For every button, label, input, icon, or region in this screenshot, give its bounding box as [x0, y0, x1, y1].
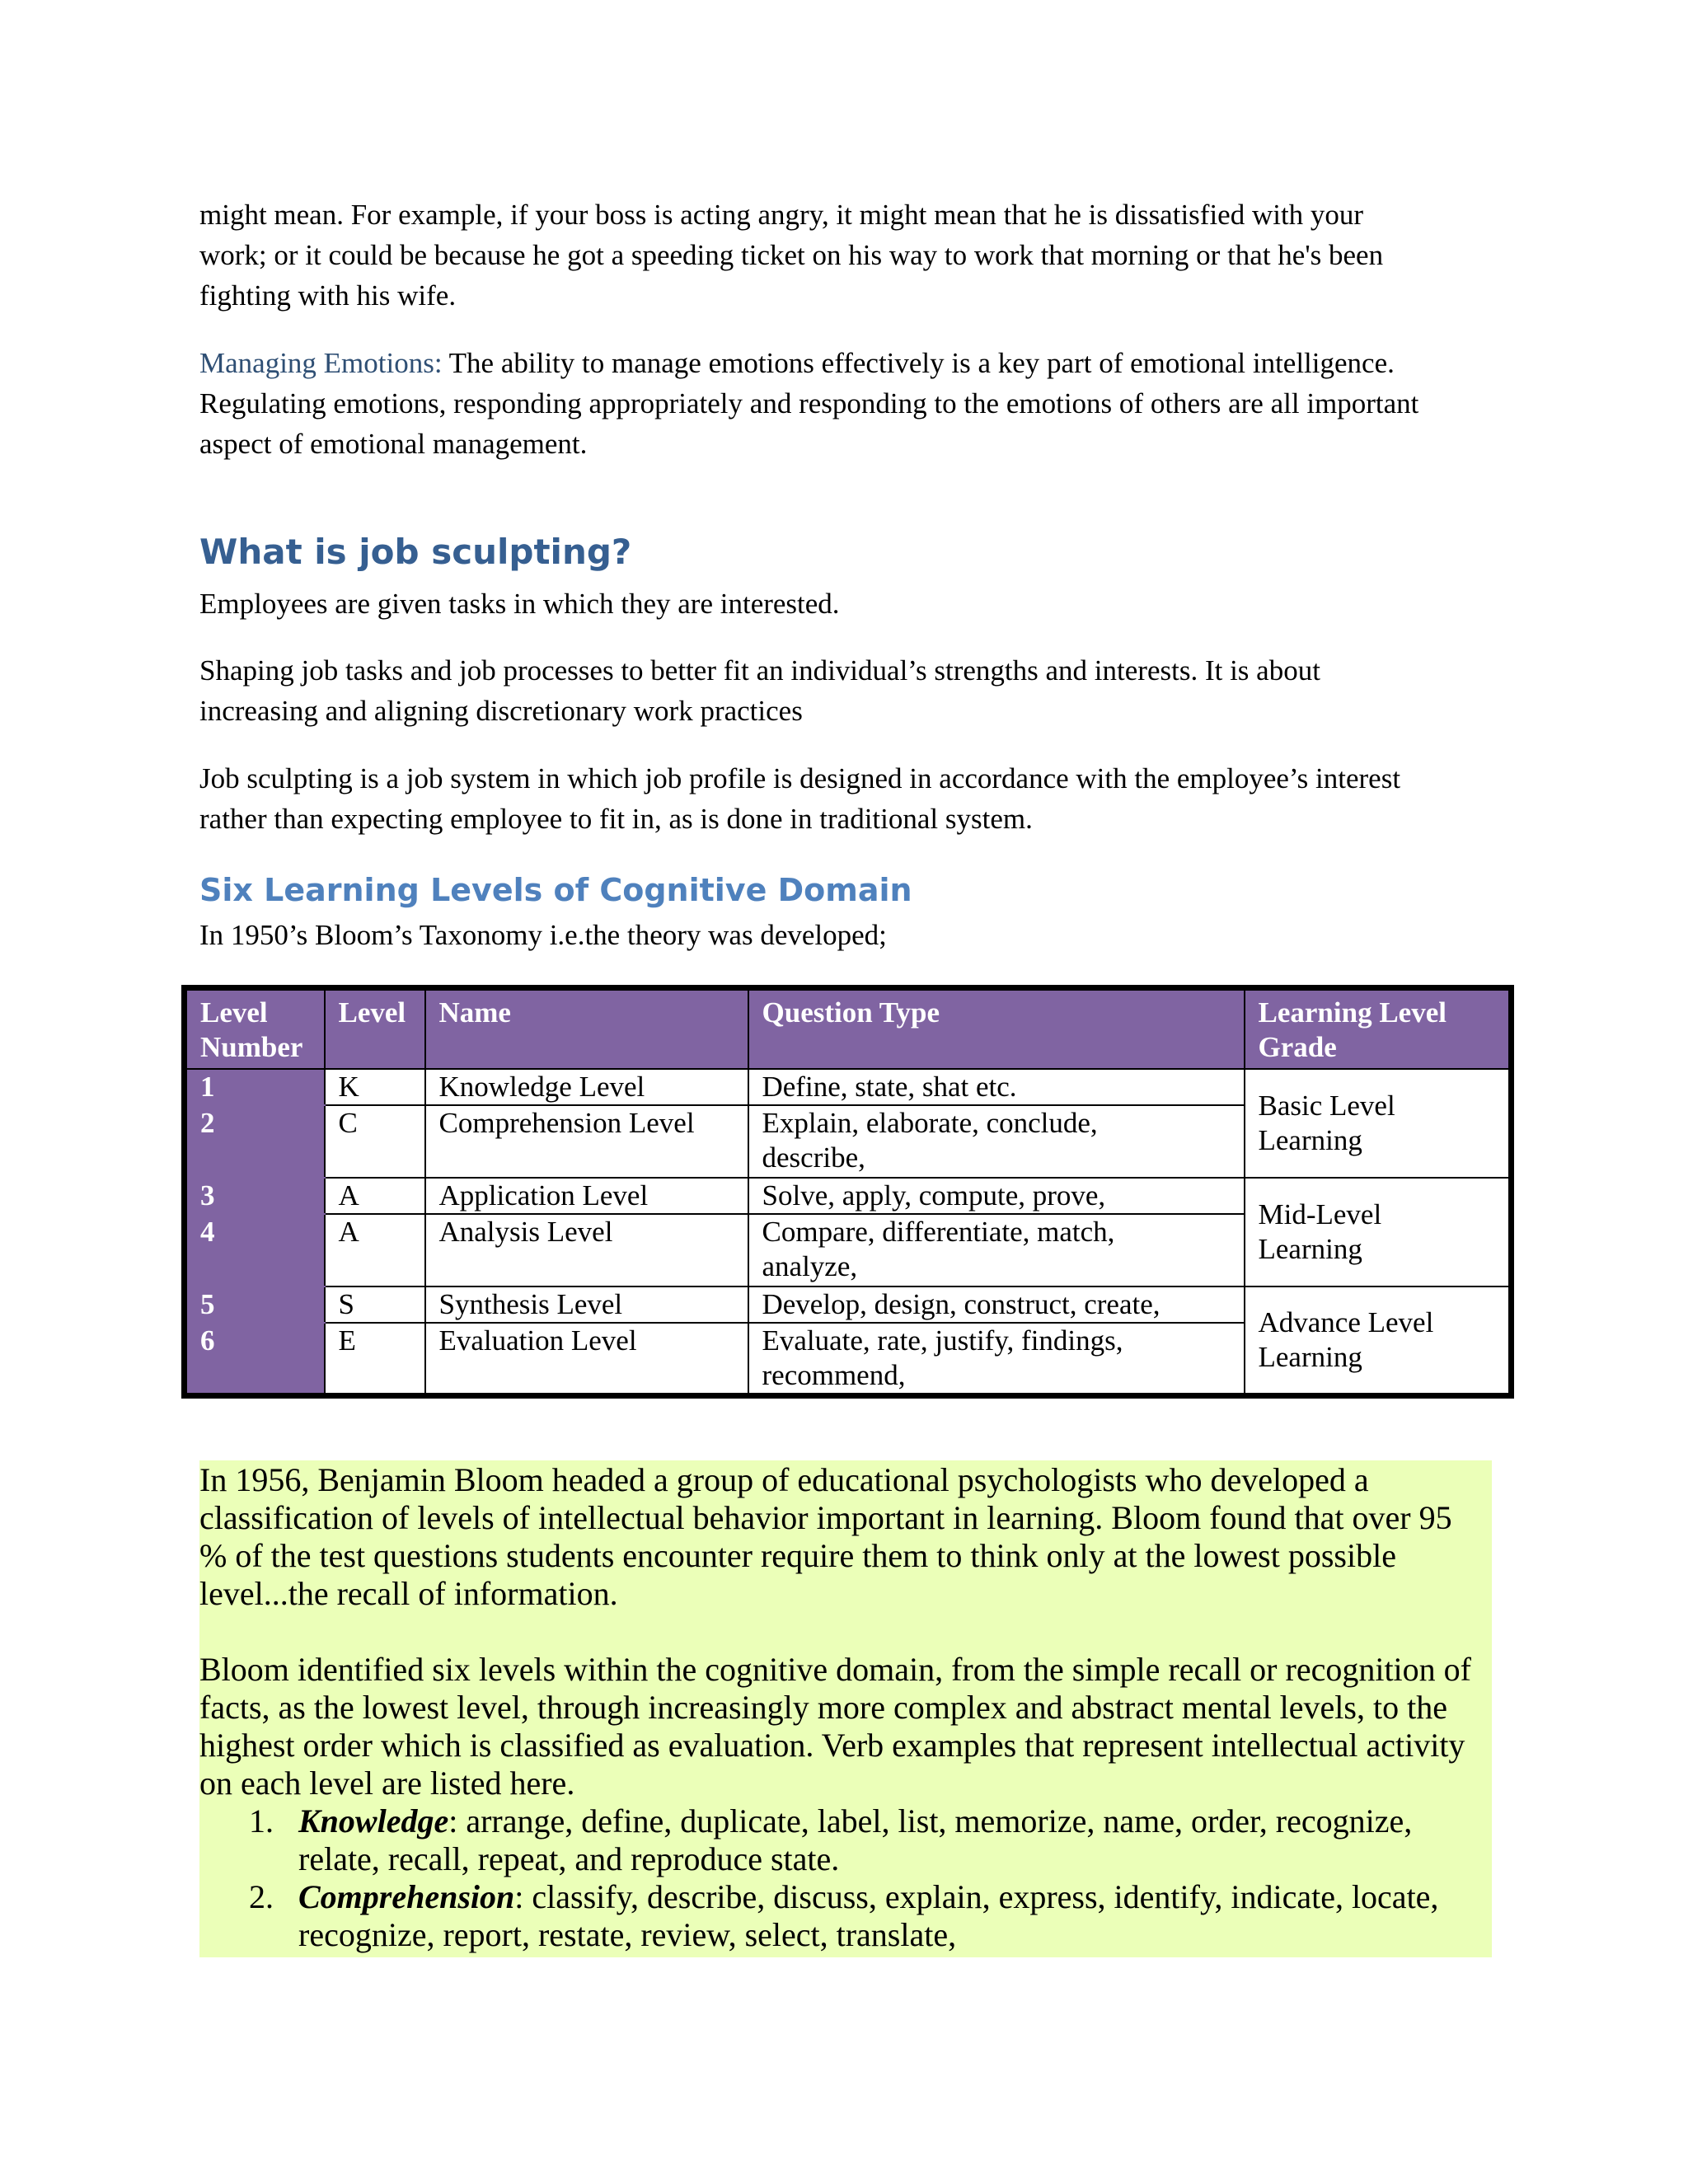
level-name-cell: Synthesis Level — [425, 1286, 748, 1323]
job-sculpting-p3-line-2: rather than expecting employee to fit in, as is done in traditional system. — [199, 803, 1033, 835]
question-type-line-1: Compare, differentiate, match, — [762, 1216, 1115, 1248]
question-type-line-1: Evaluate, rate, justify, findings, — [762, 1324, 1123, 1357]
intro-paragraph — [199, 194, 1502, 316]
question-type-line-2: analyze, — [762, 1250, 858, 1282]
question-type-cell — [748, 1105, 1245, 1178]
level-number-cell: 4 — [185, 1214, 325, 1286]
header-question-type: Question Type — [748, 988, 1245, 1070]
managing-line-3: aspect of emotional management. — [199, 428, 588, 460]
level-name-cell: Comprehension Level — [425, 1105, 748, 1178]
table-row — [185, 1286, 1512, 1323]
managing-emotions-label: Managing Emotions: — [199, 347, 443, 379]
job-sculpting-p2-line-1: Shaping job tasks and job processes to better fit an individual’s strengths and interests. It is about — [199, 654, 1320, 687]
level-number-cell: 5 — [185, 1286, 325, 1323]
job-sculpting-p3 — [199, 758, 1502, 839]
managing-line-1 — [199, 343, 1502, 383]
level-name-cell: Application Level — [425, 1178, 748, 1214]
table-row — [185, 1178, 1512, 1214]
managing-line-1-text: The ability to manage emotions effectively is a key part of emotional intelligence. — [442, 347, 1395, 379]
bloom-history-line-1: In 1956, Benjamin Bloom headed a group of educational psychologists who developed a — [199, 1461, 1369, 1498]
question-type-cell — [748, 1323, 1245, 1396]
managing-line-2: Regulating emotions, responding appropriately and responding to the emotions of others are all important — [199, 387, 1419, 419]
bloom-taxonomy-table — [181, 985, 1514, 1399]
level-code-cell: C — [325, 1105, 425, 1178]
bloom-history-line-4: level...the recall of information. — [199, 1575, 618, 1612]
header-name: Name — [425, 988, 748, 1070]
grade-line-2: Learning — [1258, 1341, 1362, 1373]
intro-line-2: work; or it could be because he got a speeding ticket on his way to work that morning or that he's been — [199, 239, 1384, 271]
learning-grade-cell — [1245, 1286, 1512, 1396]
level-number-cell: 1 — [185, 1069, 325, 1105]
job-sculpting-p2-line-2: increasing and aligning discretionary work practices — [199, 695, 803, 727]
level-number-cell: 2 — [185, 1105, 325, 1178]
header-learning-grade — [1245, 988, 1512, 1070]
learning-grade-cell — [1245, 1178, 1512, 1286]
bloom-history-line-2: classification of levels of intellectual behavior important in learning. Bloom found that over 95 — [199, 1499, 1452, 1536]
job-sculpting-p2 — [199, 650, 1502, 731]
bloom-levels-line-1: Bloom identified six levels within the cognitive domain, from the simple recall or recognition of — [199, 1651, 1471, 1688]
learning-grade-cell — [1245, 1069, 1512, 1178]
level-code-cell: E — [325, 1323, 425, 1396]
managing-emotions-paragraph — [199, 343, 1502, 464]
bloom-history-line-3: % of the test questions students encounter require them to think only at the lowest possible — [199, 1537, 1396, 1574]
bloom-levels-paragraph — [199, 1651, 1518, 1802]
table-header-row — [185, 988, 1512, 1070]
level-name-cell: Analysis Level — [425, 1214, 748, 1286]
bloom-history-paragraph — [199, 1461, 1518, 1613]
grade-line-2: Learning — [1258, 1233, 1362, 1265]
level-number-cell: 6 — [185, 1323, 325, 1396]
question-type-cell: Solve, apply, compute, prove, — [748, 1178, 1245, 1214]
cognitive-intro — [199, 915, 1502, 955]
grade-line-1: Basic Level — [1258, 1090, 1395, 1122]
bloom-levels-line-2: facts, as the lowest level, through increasingly more complex and abstract mental levels, to the — [199, 1689, 1447, 1726]
question-type-cell: Develop, design, construct, create, — [748, 1286, 1245, 1323]
level-code-cell: A — [325, 1214, 425, 1286]
list-item-line-1 — [298, 1878, 1438, 1916]
level-code-cell: S — [325, 1286, 425, 1323]
list-item-term: Knowledge — [298, 1802, 449, 1840]
intro-line-3: fighting with his wife. — [199, 279, 457, 312]
grade-line-2: Learning — [1258, 1124, 1362, 1156]
job-sculpting-heading: What is job sculpting? — [199, 532, 632, 572]
question-type-cell — [748, 1214, 1245, 1286]
list-item-line-1 — [298, 1802, 1412, 1840]
level-number-cell: 3 — [185, 1178, 325, 1214]
list-item-line-2: recognize, report, restate, review, select, translate, — [298, 1916, 957, 1953]
table-row — [185, 1069, 1512, 1105]
list-item-line-2: relate, recall, repeat, and reproduce state. — [298, 1840, 840, 1877]
list-item-text: : arrange, define, duplicate, label, list, memorize, name, order, recognize, — [448, 1802, 1413, 1840]
list-item-text: : classify, describe, discuss, explain, express, identify, indicate, locate, — [514, 1878, 1439, 1915]
job-sculpting-p3-line-1: Job sculpting is a job system in which job profile is designed in accordance with the employee’s interest — [199, 762, 1401, 794]
level-code-cell: K — [325, 1069, 425, 1105]
job-sculpting-p1-line: Employees are given tasks in which they are interested. — [199, 588, 840, 620]
job-sculpting-p1 — [199, 583, 1502, 624]
header-level-number — [185, 988, 325, 1070]
header-grade-line-1: Learning Level — [1258, 996, 1447, 1029]
grade-line-1: Advance Level — [1258, 1306, 1434, 1338]
list-item-number: 1. — [249, 1802, 274, 1840]
grade-line-1: Mid-Level — [1258, 1198, 1382, 1230]
cognitive-intro-line: In 1950’s Bloom’s Taxonomy i.e.the theory was developed; — [199, 919, 887, 951]
list-item-term: Comprehension — [298, 1878, 515, 1915]
bloom-levels-line-4: on each level are listed here. — [199, 1765, 575, 1802]
bloom-levels-line-3: highest order which is classified as evaluation. Verb examples that represent intellectual activity — [199, 1727, 1465, 1764]
header-level: Level — [325, 988, 425, 1070]
list-item-number: 2. — [249, 1878, 274, 1915]
cognitive-domain-heading: Six Learning Levels of Cognitive Domain — [199, 872, 912, 908]
intro-line-1: might mean. For example, if your boss is acting angry, it might mean that he is dissatisfied with your — [199, 199, 1364, 231]
level-code-cell: A — [325, 1178, 425, 1214]
question-type-line-2: describe, — [762, 1141, 865, 1174]
level-name-cell: Evaluation Level — [425, 1323, 748, 1396]
question-type-line-2: recommend, — [762, 1359, 906, 1391]
level-name-cell: Knowledge Level — [425, 1069, 748, 1105]
question-type-line-1: Explain, elaborate, conclude, — [762, 1107, 1098, 1139]
question-type-cell: Define, state, shat etc. — [748, 1069, 1245, 1105]
header-grade-line-2: Grade — [1258, 1031, 1337, 1063]
header-level-number-line-2: Number — [200, 1031, 303, 1063]
header-level-number-line-1: Level — [200, 996, 268, 1029]
